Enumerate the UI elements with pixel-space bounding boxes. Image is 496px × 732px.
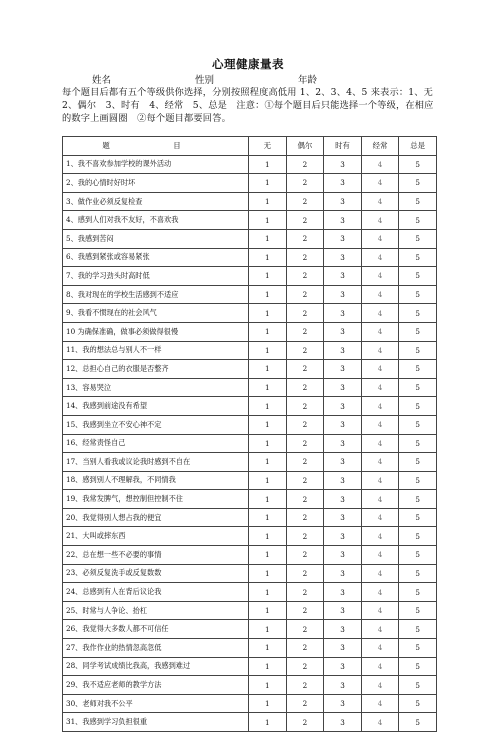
gender-label: 性别 bbox=[195, 75, 215, 86]
rating-option-3[interactable]: 3 bbox=[324, 285, 362, 304]
rating-option-4[interactable]: 4 bbox=[361, 657, 399, 676]
rating-option-1[interactable]: 1 bbox=[249, 676, 287, 695]
rating-option-1[interactable]: 1 bbox=[249, 397, 287, 416]
rating-option-2[interactable]: 2 bbox=[286, 267, 324, 286]
table-row bbox=[63, 341, 437, 360]
rating-option-5[interactable]: 5 bbox=[399, 620, 437, 639]
rating-option-4[interactable]: 4 bbox=[361, 694, 399, 713]
question-text: 8、我对现在的学校生活感到不适应 bbox=[63, 285, 249, 304]
question-text: 15、我感到坐立不安心神不定 bbox=[63, 415, 249, 434]
question-text: 25、时常与人争论、抬杠 bbox=[63, 601, 249, 620]
question-text: 26、我觉得大多数人都不可信任 bbox=[63, 620, 249, 639]
question-text: 4、感到人们对我不友好，不喜欢我 bbox=[63, 211, 249, 230]
table-row bbox=[63, 248, 437, 267]
rating-option-4[interactable]: 4 bbox=[361, 453, 399, 472]
rating-option-5[interactable]: 5 bbox=[399, 434, 437, 453]
table-row bbox=[63, 583, 437, 602]
header-often: 经常 bbox=[361, 137, 399, 156]
rating-option-2[interactable]: 2 bbox=[286, 211, 324, 230]
rating-option-1[interactable]: 1 bbox=[249, 713, 287, 732]
question-text: 28、同学考试成绩比我高，我感到难过 bbox=[63, 657, 249, 676]
rating-option-1[interactable]: 1 bbox=[249, 174, 287, 193]
rating-option-3[interactable]: 3 bbox=[324, 415, 362, 434]
rating-option-3[interactable]: 3 bbox=[324, 248, 362, 267]
rating-option-5[interactable]: 5 bbox=[399, 471, 437, 490]
rating-option-5[interactable]: 5 bbox=[399, 415, 437, 434]
rating-option-5[interactable]: 5 bbox=[399, 639, 437, 658]
rating-option-1[interactable]: 1 bbox=[249, 564, 287, 583]
rating-option-3[interactable]: 3 bbox=[324, 657, 362, 676]
header-sometimes: 时有 bbox=[324, 137, 362, 156]
question-text: 3、做作业必须反复检查 bbox=[63, 192, 249, 211]
rating-option-4[interactable]: 4 bbox=[361, 211, 399, 230]
rating-option-5[interactable]: 5 bbox=[399, 657, 437, 676]
rating-option-2[interactable]: 2 bbox=[286, 174, 324, 193]
rating-option-2[interactable]: 2 bbox=[286, 155, 324, 174]
rating-option-1[interactable]: 1 bbox=[249, 471, 287, 490]
table-row bbox=[63, 639, 437, 658]
rating-option-4[interactable]: 4 bbox=[361, 285, 399, 304]
rating-option-5[interactable]: 5 bbox=[399, 694, 437, 713]
rating-option-3[interactable]: 3 bbox=[324, 360, 362, 379]
rating-option-1[interactable]: 1 bbox=[249, 285, 287, 304]
rating-option-5[interactable]: 5 bbox=[399, 155, 437, 174]
question-text: 12、总担心自己的衣服是否整齐 bbox=[63, 360, 249, 379]
rating-option-3[interactable]: 3 bbox=[324, 378, 362, 397]
rating-option-1[interactable]: 1 bbox=[249, 415, 287, 434]
rating-option-4[interactable]: 4 bbox=[361, 639, 399, 658]
table-row bbox=[63, 360, 437, 379]
rating-option-4[interactable]: 4 bbox=[361, 174, 399, 193]
table-row bbox=[63, 676, 437, 695]
rating-option-2[interactable]: 2 bbox=[286, 341, 324, 360]
table-row bbox=[63, 322, 437, 341]
rating-option-3[interactable]: 3 bbox=[324, 546, 362, 565]
rating-option-3[interactable]: 3 bbox=[324, 267, 362, 286]
rating-option-5[interactable]: 5 bbox=[399, 378, 437, 397]
table-row bbox=[63, 508, 437, 527]
rating-option-2[interactable]: 2 bbox=[286, 415, 324, 434]
rating-option-4[interactable]: 4 bbox=[361, 229, 399, 248]
rating-option-2[interactable]: 2 bbox=[286, 601, 324, 620]
table-row bbox=[63, 713, 437, 732]
rating-option-4[interactable]: 4 bbox=[361, 248, 399, 267]
rating-option-3[interactable]: 3 bbox=[324, 676, 362, 695]
question-text: 18、感到别人不理解我，不同情我 bbox=[63, 471, 249, 490]
rating-option-2[interactable]: 2 bbox=[286, 453, 324, 472]
table-row bbox=[63, 155, 437, 174]
rating-option-3[interactable]: 3 bbox=[324, 341, 362, 360]
table-row bbox=[63, 378, 437, 397]
rating-option-3[interactable]: 3 bbox=[324, 322, 362, 341]
rating-option-4[interactable]: 4 bbox=[361, 360, 399, 379]
rating-option-1[interactable]: 1 bbox=[249, 453, 287, 472]
rating-option-2[interactable]: 2 bbox=[286, 676, 324, 695]
rating-option-5[interactable]: 5 bbox=[399, 341, 437, 360]
rating-option-3[interactable]: 3 bbox=[324, 508, 362, 527]
rating-option-5[interactable]: 5 bbox=[399, 453, 437, 472]
rating-option-1[interactable]: 1 bbox=[249, 620, 287, 639]
table-row bbox=[63, 267, 437, 286]
question-text: 30、老师对我不公平 bbox=[63, 694, 249, 713]
rating-option-5[interactable]: 5 bbox=[399, 676, 437, 695]
rating-option-1[interactable]: 1 bbox=[249, 267, 287, 286]
rating-option-1[interactable]: 1 bbox=[249, 360, 287, 379]
rating-option-4[interactable]: 4 bbox=[361, 546, 399, 565]
rating-option-2[interactable]: 2 bbox=[286, 564, 324, 583]
rating-option-4[interactable]: 4 bbox=[361, 676, 399, 695]
table-row bbox=[63, 174, 437, 193]
table-header-row bbox=[63, 137, 437, 156]
rating-option-5[interactable]: 5 bbox=[399, 174, 437, 193]
question-text: 14、我感到前途没有希望 bbox=[63, 397, 249, 416]
rating-option-3[interactable]: 3 bbox=[324, 639, 362, 658]
rating-option-2[interactable]: 2 bbox=[286, 322, 324, 341]
rating-option-5[interactable]: 5 bbox=[399, 304, 437, 323]
rating-option-2[interactable]: 2 bbox=[286, 713, 324, 732]
question-text: 2、我的心情时好时坏 bbox=[63, 174, 249, 193]
questions-body bbox=[63, 155, 437, 731]
rating-option-1[interactable]: 1 bbox=[249, 322, 287, 341]
rating-option-1[interactable]: 1 bbox=[249, 192, 287, 211]
rating-option-3[interactable]: 3 bbox=[324, 713, 362, 732]
rating-option-2[interactable]: 2 bbox=[286, 397, 324, 416]
question-text: 13、容易哭泣 bbox=[63, 378, 249, 397]
question-text: 9、我看不惯现在的社会风气 bbox=[63, 304, 249, 323]
question-text: 20、我觉得别人想占我的便宜 bbox=[63, 508, 249, 527]
rating-option-2[interactable]: 2 bbox=[286, 546, 324, 565]
question-text: 21、大叫或摔东西 bbox=[63, 527, 249, 546]
question-text: 19、我常发脾气，想控制但控制不住 bbox=[63, 490, 249, 509]
rating-option-4[interactable]: 4 bbox=[361, 267, 399, 286]
rating-option-2[interactable]: 2 bbox=[286, 657, 324, 676]
instructions: 每个题目后都有五个等级供你选择，分别按照程度高低用 1、2、3、4、5 来表示：1、无 2、偶尔 3、时有 4、经常 5、总是 注意：①每个题目后只能选择一个等级，在相应的数字上画圆圈 ②每个题目都要回答。 bbox=[62, 87, 443, 124]
rating-option-2[interactable]: 2 bbox=[286, 378, 324, 397]
rating-option-2[interactable]: 2 bbox=[286, 620, 324, 639]
rating-option-5[interactable]: 5 bbox=[399, 713, 437, 732]
rating-option-3[interactable]: 3 bbox=[324, 211, 362, 230]
rating-option-4[interactable]: 4 bbox=[361, 471, 399, 490]
rating-option-2[interactable]: 2 bbox=[286, 471, 324, 490]
rating-option-4[interactable]: 4 bbox=[361, 601, 399, 620]
question-text: 24、总感到有人在背后议论我 bbox=[63, 583, 249, 602]
rating-option-2[interactable]: 2 bbox=[286, 490, 324, 509]
rating-option-5[interactable]: 5 bbox=[399, 322, 437, 341]
header-never: 无 bbox=[249, 137, 287, 156]
table-row bbox=[63, 285, 437, 304]
table-row bbox=[63, 527, 437, 546]
rating-option-3[interactable]: 3 bbox=[324, 155, 362, 174]
rating-option-5[interactable]: 5 bbox=[399, 397, 437, 416]
table-row bbox=[63, 415, 437, 434]
rating-option-1[interactable]: 1 bbox=[249, 657, 287, 676]
header-occasionally: 偶尔 bbox=[286, 137, 324, 156]
rating-option-5[interactable]: 5 bbox=[399, 583, 437, 602]
question-text: 23、必须反复洗手或反复数数 bbox=[63, 564, 249, 583]
rating-option-2[interactable]: 2 bbox=[286, 527, 324, 546]
question-text: 5、我感到苦闷 bbox=[63, 229, 249, 248]
table-row bbox=[63, 490, 437, 509]
table-row bbox=[63, 546, 437, 565]
rating-option-3[interactable]: 3 bbox=[324, 527, 362, 546]
rating-option-3[interactable]: 3 bbox=[324, 304, 362, 323]
question-text: 22、总在想一些不必要的事情 bbox=[63, 546, 249, 565]
rating-option-1[interactable]: 1 bbox=[249, 229, 287, 248]
rating-option-3[interactable]: 3 bbox=[324, 229, 362, 248]
table-row bbox=[63, 192, 437, 211]
question-text: 1、我不喜欢参加学校的课外活动 bbox=[63, 155, 249, 174]
page-title: 心理健康量表 bbox=[212, 57, 284, 71]
rating-option-4[interactable]: 4 bbox=[361, 378, 399, 397]
table-row bbox=[63, 471, 437, 490]
rating-option-5[interactable]: 5 bbox=[399, 546, 437, 565]
table-row bbox=[63, 397, 437, 416]
rating-option-1[interactable]: 1 bbox=[249, 248, 287, 267]
rating-option-4[interactable]: 4 bbox=[361, 155, 399, 174]
rating-option-4[interactable]: 4 bbox=[361, 713, 399, 732]
rating-option-4[interactable]: 4 bbox=[361, 341, 399, 360]
rating-option-3[interactable]: 3 bbox=[324, 620, 362, 639]
rating-option-5[interactable]: 5 bbox=[399, 564, 437, 583]
rating-option-2[interactable]: 2 bbox=[286, 583, 324, 602]
rating-option-1[interactable]: 1 bbox=[249, 546, 287, 565]
rating-option-1[interactable]: 1 bbox=[249, 639, 287, 658]
rating-option-1[interactable]: 1 bbox=[249, 508, 287, 527]
rating-option-1[interactable]: 1 bbox=[249, 694, 287, 713]
rating-option-1[interactable]: 1 bbox=[249, 601, 287, 620]
rating-option-1[interactable]: 1 bbox=[249, 490, 287, 509]
rating-option-2[interactable]: 2 bbox=[286, 285, 324, 304]
table-row bbox=[63, 564, 437, 583]
rating-option-1[interactable]: 1 bbox=[249, 527, 287, 546]
header-question: 题 目 bbox=[63, 137, 249, 156]
rating-option-5[interactable]: 5 bbox=[399, 360, 437, 379]
rating-option-4[interactable]: 4 bbox=[361, 620, 399, 639]
rating-option-5[interactable]: 5 bbox=[399, 601, 437, 620]
rating-option-4[interactable]: 4 bbox=[361, 415, 399, 434]
rating-option-1[interactable]: 1 bbox=[249, 304, 287, 323]
rating-option-1[interactable]: 1 bbox=[249, 155, 287, 174]
rating-option-1[interactable]: 1 bbox=[249, 378, 287, 397]
rating-option-3[interactable]: 3 bbox=[324, 601, 362, 620]
rating-option-1[interactable]: 1 bbox=[249, 434, 287, 453]
table-row bbox=[63, 657, 437, 676]
question-text: 17、当别人看我或议论我时感到不自在 bbox=[63, 453, 249, 472]
rating-option-2[interactable]: 2 bbox=[286, 639, 324, 658]
rating-option-4[interactable]: 4 bbox=[361, 304, 399, 323]
rating-option-2[interactable]: 2 bbox=[286, 360, 324, 379]
rating-option-5[interactable]: 5 bbox=[399, 229, 437, 248]
questionnaire-table bbox=[62, 136, 437, 732]
rating-option-1[interactable]: 1 bbox=[249, 341, 287, 360]
table-row bbox=[63, 229, 437, 248]
table-row bbox=[63, 211, 437, 230]
rating-option-3[interactable]: 3 bbox=[324, 192, 362, 211]
rating-option-5[interactable]: 5 bbox=[399, 285, 437, 304]
question-text: 31、我感到学习负担很重 bbox=[63, 713, 249, 732]
header-always: 总是 bbox=[399, 137, 437, 156]
rating-option-5[interactable]: 5 bbox=[399, 508, 437, 527]
rating-option-4[interactable]: 4 bbox=[361, 434, 399, 453]
table-row bbox=[63, 304, 437, 323]
question-text: 29、我不适应老师的教学方法 bbox=[63, 676, 249, 695]
rating-option-4[interactable]: 4 bbox=[361, 322, 399, 341]
question-text: 27、我作作业的热情忽高忽低 bbox=[63, 639, 249, 658]
rating-option-5[interactable]: 5 bbox=[399, 267, 437, 286]
question-text: 11、我的想法总与别人不一样 bbox=[63, 341, 249, 360]
rating-option-3[interactable]: 3 bbox=[324, 471, 362, 490]
table-row bbox=[63, 434, 437, 453]
rating-option-3[interactable]: 3 bbox=[324, 453, 362, 472]
rating-option-4[interactable]: 4 bbox=[361, 490, 399, 509]
rating-option-5[interactable]: 5 bbox=[399, 248, 437, 267]
rating-option-3[interactable]: 3 bbox=[324, 174, 362, 193]
rating-option-2[interactable]: 2 bbox=[286, 192, 324, 211]
rating-option-4[interactable]: 4 bbox=[361, 192, 399, 211]
table-row bbox=[63, 601, 437, 620]
rating-option-5[interactable]: 5 bbox=[399, 192, 437, 211]
rating-option-3[interactable]: 3 bbox=[324, 397, 362, 416]
rating-option-4[interactable]: 4 bbox=[361, 397, 399, 416]
rating-option-5[interactable]: 5 bbox=[399, 527, 437, 546]
rating-option-5[interactable]: 5 bbox=[399, 490, 437, 509]
question-text: 6、我感到紧张或容易紧张 bbox=[63, 248, 249, 267]
table-row bbox=[63, 620, 437, 639]
rating-option-2[interactable]: 2 bbox=[286, 304, 324, 323]
rating-option-4[interactable]: 4 bbox=[361, 527, 399, 546]
name-label: 姓名 bbox=[92, 75, 112, 86]
age-label: 年龄 bbox=[298, 75, 318, 86]
rating-option-2[interactable]: 2 bbox=[286, 508, 324, 527]
rating-option-4[interactable]: 4 bbox=[361, 564, 399, 583]
rating-option-3[interactable]: 3 bbox=[324, 564, 362, 583]
rating-option-2[interactable]: 2 bbox=[286, 694, 324, 713]
rating-option-4[interactable]: 4 bbox=[361, 508, 399, 527]
rating-option-2[interactable]: 2 bbox=[286, 248, 324, 267]
table-row bbox=[63, 694, 437, 713]
rating-option-2[interactable]: 2 bbox=[286, 434, 324, 453]
rating-option-4[interactable]: 4 bbox=[361, 583, 399, 602]
rating-option-3[interactable]: 3 bbox=[324, 434, 362, 453]
rating-option-3[interactable]: 3 bbox=[324, 583, 362, 602]
rating-option-1[interactable]: 1 bbox=[249, 583, 287, 602]
rating-option-3[interactable]: 3 bbox=[324, 490, 362, 509]
question-text: 16、经常责怪自己 bbox=[63, 434, 249, 453]
rating-option-1[interactable]: 1 bbox=[249, 211, 287, 230]
rating-option-5[interactable]: 5 bbox=[399, 211, 437, 230]
rating-option-3[interactable]: 3 bbox=[324, 694, 362, 713]
question-text: 7、我的学习劲头时高时低 bbox=[63, 267, 249, 286]
question-text: 10 为确保准确，做事必须做得很慢 bbox=[63, 322, 249, 341]
table-row bbox=[63, 453, 437, 472]
rating-option-2[interactable]: 2 bbox=[286, 229, 324, 248]
